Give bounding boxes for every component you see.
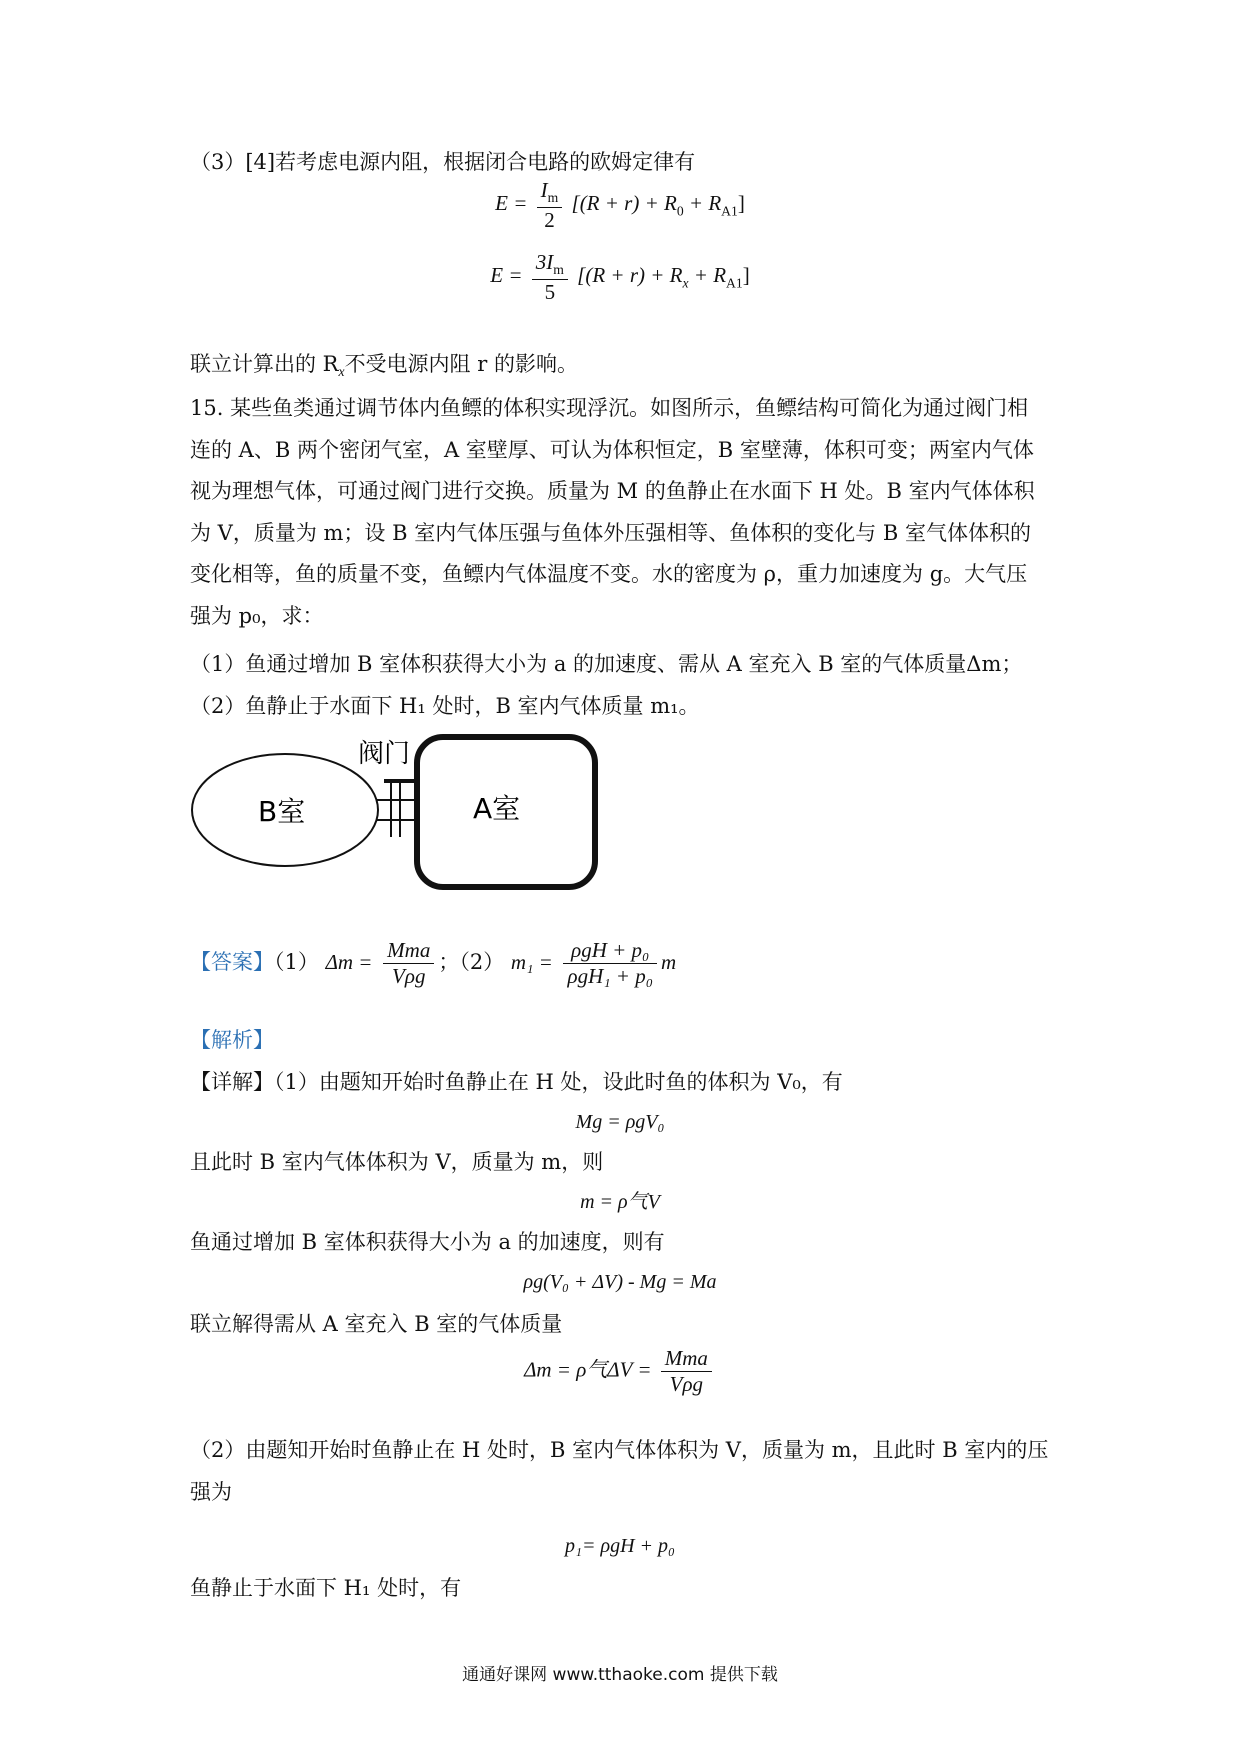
eq2-end: ] <box>742 263 750 288</box>
eq2-num-sub: m <box>553 262 564 278</box>
answer-tag: 【答案】 <box>190 950 274 975</box>
eq2-plus: + R <box>688 263 727 288</box>
eq2-numerator: 3I <box>535 250 554 274</box>
detail-text-1: （1）由题知开始时鱼静止在 H 处，设此时鱼的体积为 V₀，有 <box>274 1070 843 1094</box>
b-chamber-label: B室 <box>258 795 306 828</box>
detail-eq-b: m = ρ气V <box>580 1191 660 1213</box>
eq1-numerator: I <box>540 178 548 202</box>
answer-part2-den: ρgH₁ + p₀ <box>567 964 654 989</box>
detail-eq-e: p₁= ρgH + p₀ <box>565 1535 675 1557</box>
answer-separator: ；（2） <box>438 950 505 975</box>
eq1-lhs: E = <box>495 191 528 216</box>
answer-part2-lhs: m₁ = <box>510 950 553 975</box>
q15-line: 变化相等，鱼的质量不变，鱼鳔内气体温度不变。水的密度为 ρ，重力加速度为 g。大气压 <box>190 562 1028 586</box>
q15-line: 连的 A、B 两个密闭气室，A 室壁厚、可认为体积恒定，B 室壁薄，体积可变；两室内气体 <box>190 437 1034 462</box>
valve-label: 阀门 <box>358 739 411 769</box>
eq-d-den: Vρg <box>669 1372 704 1397</box>
detail-eq-d <box>0 1346 1240 1397</box>
q15-line: 视为理想气体，可通过阀门进行交换。质量为 M 的鱼静止在水面下 H 处。B 室内气体体积 <box>190 479 1035 503</box>
q15-sub1: （1）鱼通过增加 B 室体积获得大小为 a 的加速度、需从 A 室充入 B 室的气体质量Δm； <box>190 652 1023 676</box>
answer-part2-num: ρgH + p₀ <box>563 938 657 964</box>
detail-line-5-6 <box>190 1430 1060 1513</box>
eq-d-lhs: Δm = ρ气ΔV = <box>524 1357 652 1382</box>
answer-part2-fraction <box>563 938 657 989</box>
equation-2 <box>0 250 1240 305</box>
eq1-ra-sub: A1 <box>721 203 738 219</box>
swim-bladder-figure <box>190 725 610 895</box>
analysis-tag: 【解析】 <box>190 1028 274 1052</box>
answer-part1-den: Vρg <box>392 964 426 989</box>
eq2-denominator: 5 <box>544 279 556 304</box>
answer-part1-lhs: Δm = <box>325 950 373 975</box>
eq2-rest: [(R + r) + R <box>577 263 683 288</box>
detail-eq-a: Mg = ρgV₀ <box>575 1111 665 1133</box>
equation-1 <box>0 178 1240 233</box>
answer-part1-num: Mma <box>383 938 434 964</box>
answer-part2-tail: m <box>661 950 677 975</box>
eq1-end: ] <box>737 191 745 216</box>
q15-line: 15. 某些鱼类通过调节体内鱼鳔的体积实现浮沉。如图所示，鱼鳔结构可简化为通过阀门相 <box>190 396 1029 420</box>
page-footer: 通通好课网 www.tthaoke.com 提供下载 <box>462 1665 778 1685</box>
section3-conclusion <box>190 348 1060 383</box>
eq1-num-sub: m <box>547 190 559 206</box>
detail-line-3: 鱼通过增加 B 室体积获得大小为 a 的加速度，则有 <box>190 1230 665 1254</box>
detail-text-6: 强为 <box>190 1479 232 1504</box>
detail-text-5: （2）由题知开始时鱼静止在 H 处时，B 室内气体体积为 V，质量为 m，且此时 B 室内的压 <box>190 1438 1049 1462</box>
eq1-rest: [(R + r) + R <box>571 191 677 216</box>
eq1-r0-sub: 0 <box>676 203 684 219</box>
detail-tag: 【详解】 <box>190 1070 274 1094</box>
q15-line: 强为 p₀，求： <box>190 603 324 628</box>
detail-line-2: 且此时 B 室内气体体积为 V，质量为 m，则 <box>190 1150 604 1174</box>
detail-line-4: 联立解得需从 A 室充入 B 室的气体质量 <box>190 1312 563 1336</box>
q15-sub2: （2）鱼静止于水面下 H₁ 处时，B 室内气体质量 m₁。 <box>190 694 700 718</box>
answer-line <box>190 938 1060 989</box>
conclusion-part-b: 不受电源内阻 r 的影响。 <box>344 352 578 376</box>
eq1-denominator: 2 <box>544 207 555 232</box>
eq2-fraction <box>532 250 568 305</box>
eq-d-fraction <box>661 1346 712 1397</box>
q15-line: 为 V，质量为 m；设 B 室内气体压强与鱼体外压强相等、鱼体积的变化与 B 室气体体积的 <box>190 520 1031 545</box>
conclusion-sub-x: x <box>338 364 345 380</box>
answer-part1-fraction <box>383 938 434 989</box>
eq1-fraction <box>537 178 563 233</box>
conclusion-part-a: 联立计算出的 R <box>190 352 339 376</box>
eq2-rx-sub: x <box>682 275 689 291</box>
question-15-stem <box>190 388 1060 637</box>
a-chamber-label: A室 <box>473 792 521 825</box>
eq1-plus: + R <box>683 191 722 216</box>
section3-intro: （3）[4]若考虑电源内阻，根据闭合电路的欧姆定律有 <box>190 150 696 174</box>
detail-line-7: 鱼静止于水面下 H₁ 处时，有 <box>190 1576 462 1600</box>
eq2-ra-sub: A1 <box>726 275 743 291</box>
detail-eq-c: ρg(V₀ + ΔV) - Mg = Ma <box>523 1271 717 1293</box>
answer-part1-label: （1） <box>274 950 319 975</box>
eq-d-num: Mma <box>661 1346 712 1372</box>
detail-line-1 <box>190 1066 1060 1100</box>
eq2-lhs: E = <box>490 263 523 288</box>
